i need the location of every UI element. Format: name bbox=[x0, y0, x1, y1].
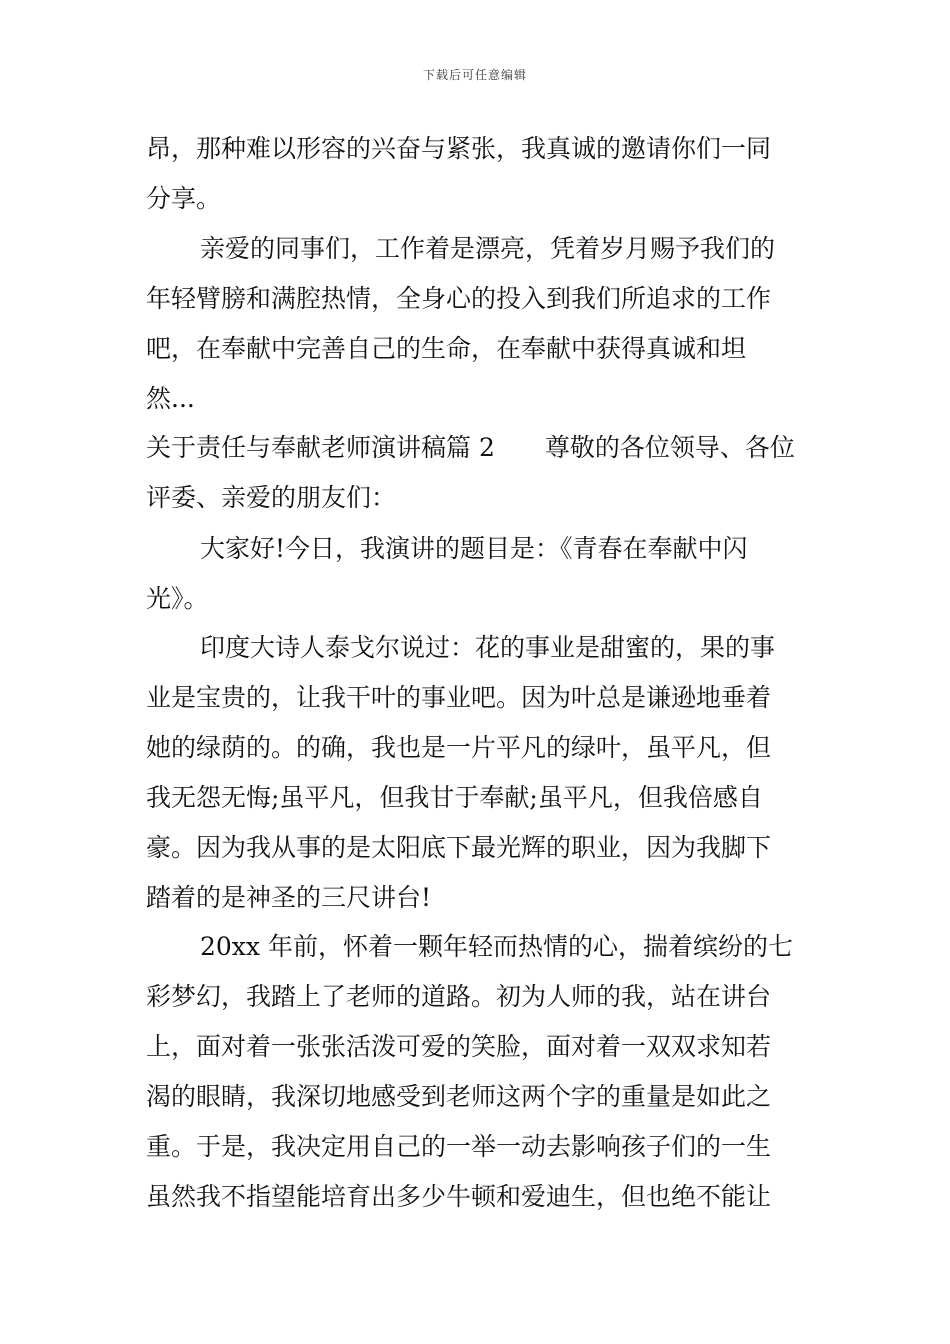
text-line: 20xx 年前，怀着一颗年轻而热情的心，揣着缤纷的七 bbox=[200, 932, 793, 961]
text-line: 光》。 bbox=[146, 584, 209, 613]
page-header: 下载后可任意编辑 bbox=[422, 68, 527, 82]
text-line: 吧，在奉献中完善自己的生命，在奉献中获得真诚和坦 bbox=[146, 334, 747, 363]
text-line: 亲爱的同事们，工作着是漂亮，凭着岁月赐予我们的 bbox=[200, 234, 776, 263]
section-heading-line: 关于责任与奉献老师演讲稿篇 2 尊敬的各位领导、各位 bbox=[146, 433, 795, 462]
text-line: 彩梦幻，我踏上了老师的道路。初为人师的我，站在讲台 bbox=[146, 982, 772, 1011]
text-line: 昂，那种难以形容的兴奋与紧张，我真诚的邀请你们一同 bbox=[146, 134, 772, 163]
text-line: 虽然我不指望能培育出多少牛顿和爱迪生，但也绝不能让 bbox=[146, 1182, 772, 1211]
text-line: 然... bbox=[146, 384, 195, 413]
text-line: 重。于是，我决定用自己的一举一动去影响孩子们的一生 bbox=[146, 1132, 772, 1161]
text-line: 分享。 bbox=[146, 184, 222, 213]
text-line: 印度大诗人泰戈尔说过：花的事业是甜蜜的，果的事 bbox=[200, 633, 776, 662]
text-line: 评委、亲爱的朋友们： bbox=[146, 483, 397, 512]
text-line: 大家好!今日，我演讲的题目是：《青春在奉献中闪 bbox=[200, 534, 748, 563]
text-line: 渴的眼睛，我深切地感受到老师这两个字的重量是如此之 bbox=[146, 1082, 772, 1111]
text-line: 业是宝贵的，让我干叶的事业吧。因为叶总是谦逊地垂着 bbox=[146, 683, 772, 712]
text-line: 豪。因为我从事的是太阳底下最光辉的职业，因为我脚下 bbox=[146, 833, 772, 862]
text-line: 她的绿荫的。的确，我也是一片平凡的绿叶，虽平凡，但 bbox=[146, 733, 772, 762]
text-line: 上，面对着一张张活泼可爱的笑脸，面对着一双双求知若 bbox=[146, 1032, 772, 1061]
text-line: 我无怨无悔;虽平凡，但我甘于奉献;虽平凡，但我倍感自 bbox=[146, 783, 763, 812]
text-line: 年轻臂膀和满腔热情，全身心的投入到我们所追求的工作 bbox=[146, 284, 772, 313]
text-line: 踏着的是神圣的三尺讲台! bbox=[146, 883, 432, 912]
